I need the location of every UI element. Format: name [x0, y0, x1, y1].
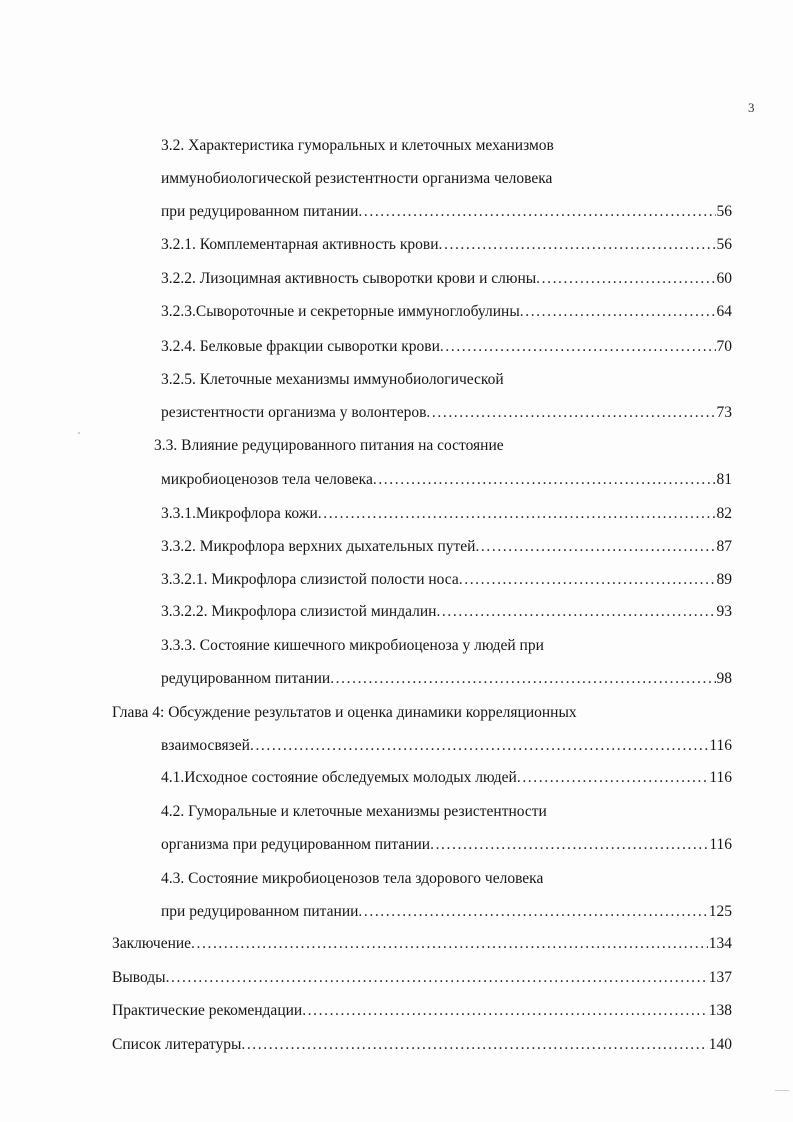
toc-entry-3-3-3-title: 3.3.3. Состояние кишечного микробиоценоза у людей при	[161, 637, 544, 654]
toc-entry-text: 3.2.3.Сывороточные и секреторные иммуноглобулины	[161, 303, 520, 320]
dot-leader	[330, 668, 715, 690]
toc-entry-3-2-4	[161, 336, 732, 358]
dot-leader	[536, 268, 715, 290]
toc-entry-page: 89	[716, 571, 732, 588]
toc-entry-4-2-title: 4.2. Гуморальные и клеточные механизмы резистентности	[161, 803, 547, 820]
toc-entry-3-3	[161, 469, 732, 491]
toc-entry-page: 98	[716, 670, 732, 687]
dot-leader	[440, 336, 716, 358]
page-number: 3	[748, 100, 755, 115]
toc-entry-3-2-5	[161, 402, 732, 424]
toc-entry-page: 116	[709, 737, 732, 754]
toc-entry-text: организма при редуцированном питании	[161, 836, 431, 853]
toc-entry-page: 82	[716, 505, 732, 522]
toc-entry-3-3-2-2	[161, 601, 732, 623]
scan-speck	[78, 432, 80, 434]
dot-leader	[358, 201, 715, 223]
toc-entry-page: 56	[716, 236, 732, 253]
toc-entry-page: 93	[716, 603, 732, 620]
toc-entry-3-3-1	[161, 503, 732, 525]
toc-entry-text: редуцированном питании	[161, 670, 331, 687]
toc-entry-page: 73	[716, 404, 732, 421]
dot-leader	[250, 735, 708, 757]
toc-entry-page: 116	[709, 836, 732, 853]
toc-entry-page: 140	[708, 1036, 732, 1053]
toc-entry-page: 137	[708, 969, 732, 986]
toc-entry-text: взаимосвязей	[161, 737, 250, 754]
toc-entry-page: 60	[716, 270, 732, 287]
toc-entry-text: Практические рекомендации	[112, 1002, 303, 1019]
toc-entry-page: 64	[716, 303, 732, 320]
scan-speck	[775, 1090, 789, 1091]
toc-entry-text: 3.3.2.1. Микрофлора слизистой полости носа	[161, 571, 459, 588]
dot-leader	[318, 503, 716, 525]
toc-entry-text: микробиоценозов тела человека	[161, 471, 373, 488]
toc-entry-page: 134	[708, 935, 732, 952]
dot-leader	[191, 933, 708, 955]
toc-entry-3-2-title-cont: иммунобиологической резистентности организма человека	[161, 170, 553, 187]
toc-entry-3-3-2	[161, 536, 732, 558]
toc-entry-text: 4.1.Исходное состояние обследуемых молодых людей	[161, 769, 517, 786]
toc-references	[112, 1034, 732, 1056]
toc-entry-text: 3.3.1.Микрофлора кожи	[161, 505, 318, 522]
toc-entry-3-2-2	[161, 268, 732, 290]
dot-leader	[436, 601, 715, 623]
toc-entry-3-2-1	[161, 234, 732, 256]
toc-entry-text: 3.2.2. Лизоцимная активность сыворотки крови и слюны	[161, 270, 537, 287]
toc-chapter-4	[161, 735, 732, 757]
toc-entry-text: при редуцированном питании	[161, 903, 359, 920]
toc-entry-text: 3.3.2.2. Микрофлора слизистой миндалин	[161, 603, 437, 620]
toc-entry-3-3-3	[161, 668, 732, 690]
toc-entry-3-3-title: 3.3. Влияние редуцированного питания на состояние	[154, 437, 504, 454]
dot-leader	[517, 767, 708, 789]
toc-entry-page: 70	[716, 338, 732, 355]
toc-entry-4-1	[161, 767, 732, 789]
toc-conclusion	[112, 933, 732, 955]
toc-entry-4-2	[161, 834, 732, 856]
dot-leader	[439, 234, 716, 256]
toc-chapter-4-title: Глава 4: Обсуждение результатов и оценка динамики корреляционных	[112, 704, 577, 721]
toc-entry-page: 116	[709, 769, 732, 786]
toc-findings	[112, 967, 732, 989]
toc-entry-4-3-title: 4.3. Состояние микробиоценозов тела здорового человека	[161, 870, 544, 887]
toc-entry-page: 125	[708, 903, 732, 920]
toc-entry-page: 138	[708, 1002, 732, 1019]
dot-leader	[426, 402, 715, 424]
dot-leader	[358, 901, 707, 923]
dot-leader	[459, 569, 716, 591]
toc-entry-text: 3.2.4. Белковые фракции сыворотки крови	[161, 338, 440, 355]
dot-leader	[520, 301, 716, 323]
dot-leader	[373, 469, 716, 491]
toc-entry-3-3-2-1	[161, 569, 732, 591]
dot-leader	[241, 1034, 707, 1056]
toc-entry-page: 56	[716, 203, 732, 220]
toc-entry-text: 3.3.2. Микрофлора верхних дыхательных путей	[161, 538, 476, 555]
toc-entry-page: 81	[716, 471, 732, 488]
toc-entry-3-2-3	[161, 301, 732, 323]
toc-entry-text: 3.2.1. Комплементарная активность крови	[161, 236, 439, 253]
dot-leader	[475, 536, 715, 558]
toc-entry-3-2-title: 3.2. Характеристика гуморальных и клеточных механизмов	[161, 137, 554, 154]
toc-entry-text: резистентности организма у волонтеров	[161, 404, 427, 421]
toc-entry-3-2-5-title: 3.2.5. Клеточные механизмы иммунобиологической	[161, 371, 504, 388]
dot-leader	[302, 1000, 708, 1022]
toc-recommendations	[112, 1000, 732, 1022]
toc-entry-text: Список литературы	[112, 1036, 242, 1053]
toc-entry-page: 87	[716, 538, 732, 555]
toc-entry-3-2	[161, 201, 732, 223]
dot-leader	[166, 967, 708, 989]
toc-entry-text: при редуцированном питании	[161, 203, 359, 220]
dot-leader	[430, 834, 708, 856]
toc-entry-text: Выводы	[112, 969, 166, 986]
toc-entry-4-3	[161, 901, 732, 923]
toc-entry-text: Заключение	[112, 935, 192, 952]
